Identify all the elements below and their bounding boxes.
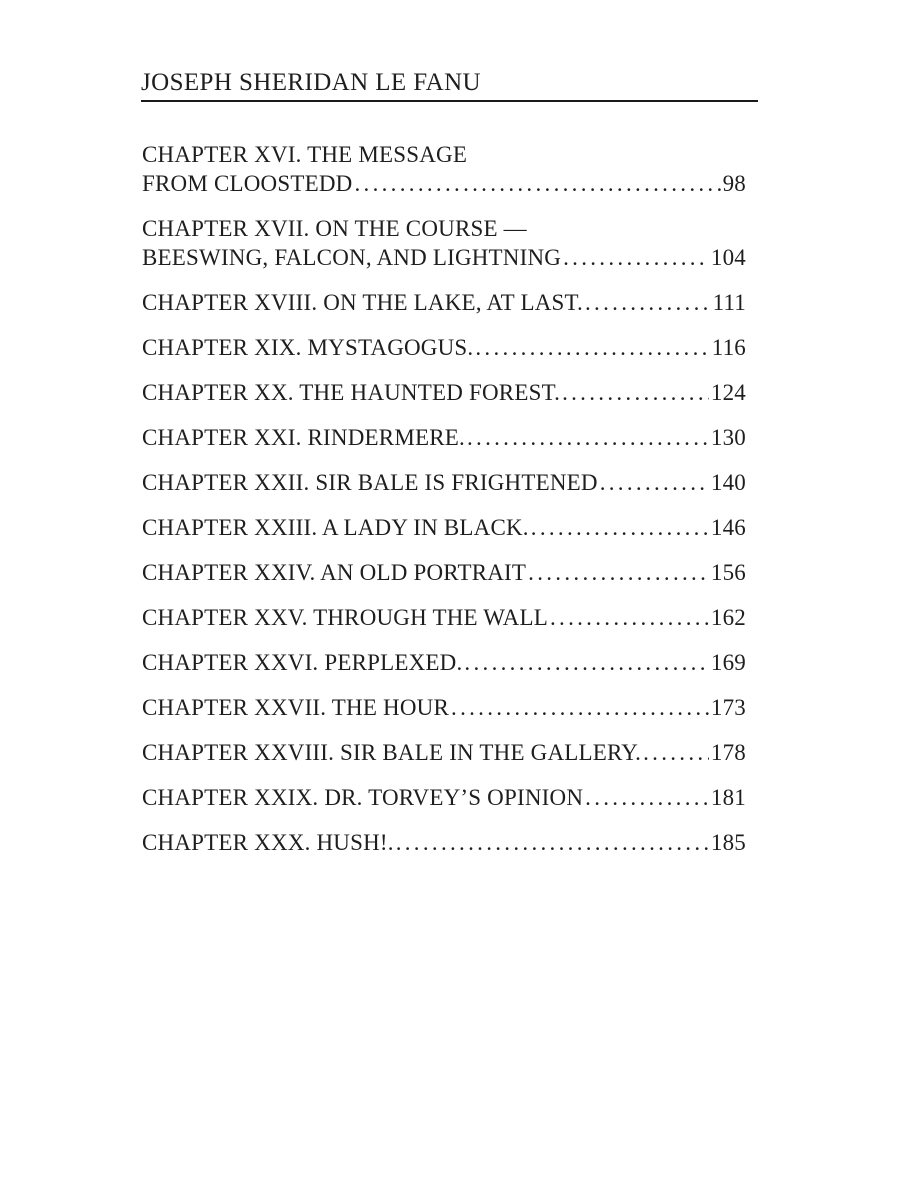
toc-entry-page-number: 111 bbox=[712, 290, 746, 315]
toc-entry-title: CHAPTER XXIV. AN OLD PORTRAIT bbox=[142, 560, 527, 585]
toc-entry-first-line bbox=[142, 214, 746, 243]
toc-entry-title: CHAPTER XXII. SIR BALE IS FRIGHTENED bbox=[142, 470, 598, 495]
toc-entry bbox=[142, 693, 746, 722]
toc-entry-line bbox=[142, 423, 746, 452]
toc-entry-page-number: 178 bbox=[710, 740, 746, 765]
toc-entry-title: CHAPTER XX. THE HAUNTED FOREST. bbox=[142, 380, 561, 405]
toc-entry-line bbox=[142, 648, 746, 677]
toc-entry bbox=[142, 140, 746, 198]
dot-leader bbox=[475, 333, 709, 362]
toc-entry bbox=[142, 513, 746, 542]
running-head bbox=[141, 68, 758, 102]
toc-entry-page-number: 116 bbox=[711, 335, 746, 360]
toc-entry-line bbox=[142, 603, 746, 632]
toc-entry-first-line bbox=[142, 140, 746, 169]
toc-entry-title: CHAPTER XXIX. DR. TORVEY’S OPINION bbox=[142, 785, 584, 810]
toc-entry bbox=[142, 828, 746, 857]
toc-entry-line bbox=[142, 468, 746, 497]
toc-entry-page-number: 185 bbox=[710, 830, 746, 855]
toc-entry-title-line-1: CHAPTER XVII. ON THE COURSE — bbox=[142, 216, 527, 241]
toc-entry bbox=[142, 603, 746, 632]
toc-entry-line bbox=[142, 288, 746, 317]
toc-entry-title: BEESWING, FALCON, AND LIGHTNING bbox=[142, 245, 562, 270]
dot-leader bbox=[550, 603, 709, 632]
toc-entry-page-number: 181 bbox=[710, 785, 746, 810]
toc-entry-page-number: 169 bbox=[710, 650, 746, 675]
dot-leader bbox=[354, 169, 720, 198]
toc-entry-title-line-1: CHAPTER XVI. THE MESSAGE bbox=[142, 142, 468, 167]
toc-entry-line bbox=[142, 693, 746, 722]
toc-entry-title: CHAPTER XXIII. A LADY IN BLACK. bbox=[142, 515, 529, 540]
toc-entry-title: CHAPTER XXX. HUSH!. bbox=[142, 830, 394, 855]
toc-entry-last-line bbox=[142, 169, 746, 198]
toc-entry-line bbox=[142, 783, 746, 812]
toc-entry-title: CHAPTER XXI. RINDERMERE. bbox=[142, 425, 465, 450]
toc-entry bbox=[142, 423, 746, 452]
toc-entry-title: CHAPTER XXVII. THE HOUR bbox=[142, 695, 450, 720]
dot-leader bbox=[396, 828, 709, 857]
dot-leader bbox=[467, 423, 709, 452]
toc-entry-title: CHAPTER XIX. MYSTAGOGUS. bbox=[142, 335, 474, 360]
toc-entry-line bbox=[142, 333, 746, 362]
toc-entry-line bbox=[142, 558, 746, 587]
toc-entry-line bbox=[142, 738, 746, 767]
dot-leader bbox=[585, 783, 709, 812]
toc-entry bbox=[142, 214, 746, 272]
dot-leader bbox=[531, 513, 709, 542]
toc-entry-title: CHAPTER XXV. THROUGH THE WALL bbox=[142, 605, 548, 630]
toc-entry-last-line bbox=[142, 243, 746, 272]
dot-leader bbox=[451, 693, 709, 722]
dot-leader bbox=[528, 558, 709, 587]
toc-entry-page-number: 173 bbox=[710, 695, 746, 720]
dot-leader bbox=[562, 378, 709, 407]
toc-entry bbox=[142, 648, 746, 677]
toc-entry-page-number: 124 bbox=[710, 380, 746, 405]
toc-entry bbox=[142, 783, 746, 812]
author-name: JOSEPH SHERIDAN LE FANU bbox=[141, 69, 482, 96]
toc-entry-page-number: 140 bbox=[710, 470, 746, 495]
toc-entry-title: FROM CLOOSTEDD bbox=[142, 171, 353, 196]
toc-entry-title: CHAPTER XXVI. PERPLEXED. bbox=[142, 650, 463, 675]
dot-leader bbox=[643, 738, 709, 767]
toc-entry-line bbox=[142, 513, 746, 542]
toc-entry bbox=[142, 468, 746, 497]
toc-entry-page-number: 104 bbox=[710, 245, 746, 270]
toc-entry-title: CHAPTER XXVIII. SIR BALE IN THE GALLERY. bbox=[142, 740, 642, 765]
toc-entry bbox=[142, 558, 746, 587]
toc-entry-page-number: 98 bbox=[722, 171, 746, 196]
toc-entry bbox=[142, 738, 746, 767]
toc-entry bbox=[142, 378, 746, 407]
dot-leader bbox=[464, 648, 708, 677]
toc-entry bbox=[142, 288, 746, 317]
toc-entry-page-number: 146 bbox=[710, 515, 746, 540]
toc-entry-page-number: 162 bbox=[710, 605, 746, 630]
toc-entry-title: CHAPTER XVIII. ON THE LAKE, AT LAST. bbox=[142, 290, 583, 315]
toc-entry bbox=[142, 333, 746, 362]
toc-entry-line bbox=[142, 828, 746, 857]
toc-entry-page-number: 130 bbox=[710, 425, 746, 450]
toc-entry-page-number: 156 bbox=[710, 560, 746, 585]
table-of-contents bbox=[142, 140, 746, 873]
dot-leader bbox=[600, 468, 709, 497]
dot-leader bbox=[563, 243, 709, 272]
dot-leader bbox=[585, 288, 711, 317]
toc-entry-line bbox=[142, 378, 746, 407]
